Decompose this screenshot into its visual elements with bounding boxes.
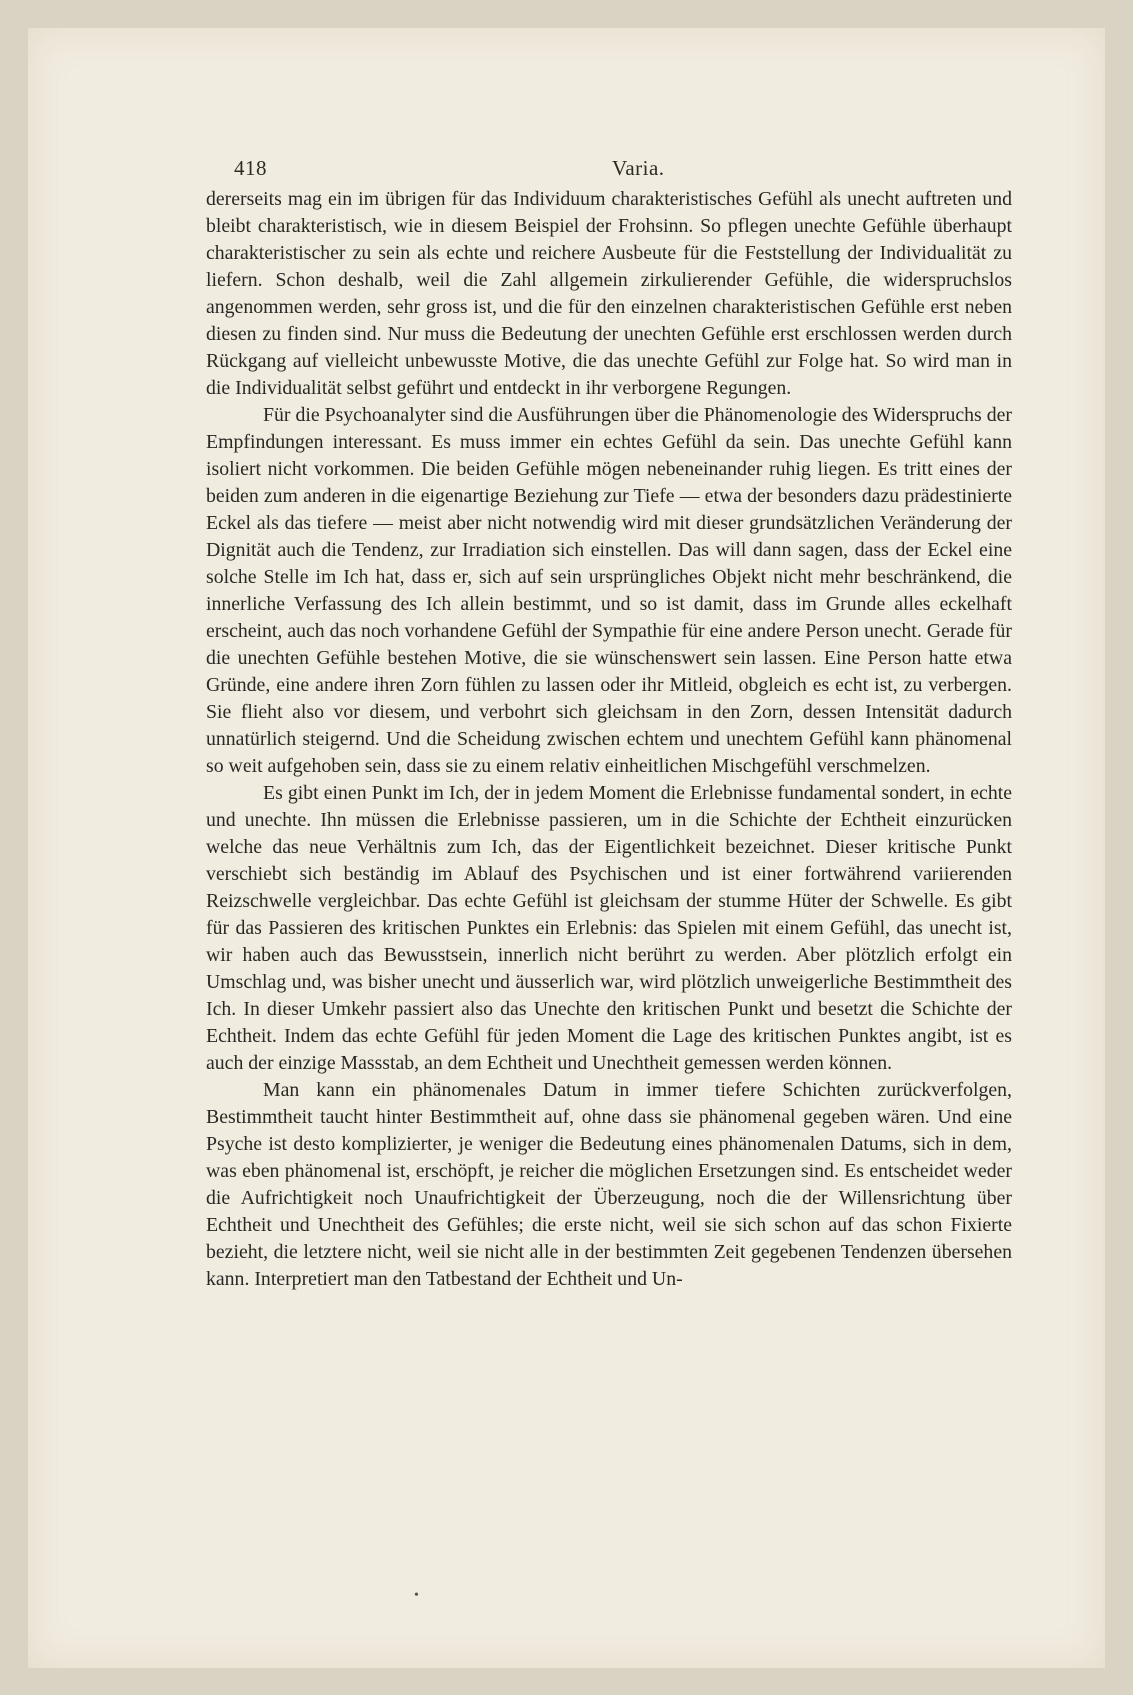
body-text [206,186,1012,1293]
running-title: Varia. [612,156,665,180]
paragraph-4: Man kann ein phänomenales Datum in immer tiefere Schichten zurückverfolgen, Bestimmtheit taucht hinter Bestimmtheit auf, ohne dass sie phänomenal gegeben wären. Und eine Psyche ist desto komplizierter, je weniger die Bedeutung eines phänomenalen Datums, sich in dem, was eben phänomenal ist, erschöpft, je reicher die möglichen Ersetzungen sind. Es entscheidet weder die Aufrichtigkeit noch Unaufrichtigkeit der Überzeugung, noch die der Willensrichtung über Echtheit und Unechtheit des Gefühles; die erste nicht, weil sie sich schon auf das schon Fixierte bezieht, die letztere nicht, weil sie nicht alle in der bestimmten Zeit gegebenen Tendenzen übersehen kann. Interpretiert man den Tatbestand der Echtheit und Un- [206,1079,1012,1290]
page-header [234,156,1040,180]
footer-mark: • [414,1588,419,1603]
paragraph-1: dererseits mag ein im übrigen für das Individuum charakteristisches Gefühl als unecht auftreten und bleibt charakteristisch, wie in diesem Beispiel der Frohsinn. So pflegen unechte Gefühle überhaupt charakteristischer zu sein als echte und reichere Ausbeute für die Feststellung der Individualität zu liefern. Schon deshalb, weil die Zahl allgemein zirkulierender Gefühle, die widerspruchslos angenommen werden, sehr gross ist, und die für den einzelnen charakteristischen Gefühle erst neben diesen zu finden sind. Nur muss die Bedeutung der unechten Gefühle erst erschlossen werden durch Rückgang auf vielleicht unbewusste Motive, die das unechte Gefühl zur Folge hat. So wird man in die Individualität selbst geführt und entdeckt in ihr verborgene Regungen. [206,188,1012,399]
paragraph-3: Es gibt einen Punkt im Ich, der in jedem Moment die Erlebnisse fundamental sondert, in echte und unechte. Ihn müssen die Erlebnisse passieren, um in die Schichte der Echtheit einzurücken welche das neue Verhältnis zum Ich, das der Eigentlichkeit bezeichnet. Dieser kritische Punkt verschiebt sich beständig im Ablauf des Psychischen und ist einer fortwährend variierenden Reizschwelle vergleichbar. Das echte Gefühl ist gleichsam der stumme Hüter der Schwelle. Es gibt für das Passieren des kritischen Punktes ein Erlebnis: das Spielen mit einem Gefühl, das unecht ist, wir haben auch das Bewusstsein, innerlich nicht berührt zu werden. Aber plötzlich erfolgt ein Umschlag und, was bisher unecht und äusserlich war, wird plötzlich unweigerliche Bestimmtheit des Ich. In dieser Umkehr passiert also das Unechte den kritischen Punkt und besetzt die Schichte der Echtheit. Indem das echte Gefühl für jeden Moment die Lage des kritischen Punktes angibt, ist es auch der einzige Massstab, an dem Echtheit und Unechtheit gemessen werden können. [206,782,1012,1074]
page-number: 418 [234,156,267,180]
paragraph-2: Für die Psychoanalyter sind die Ausführungen über die Phänomenologie des Widerspruchs der Empfindungen interessant. Es muss immer ein echtes Gefühl da sein. Das unechte Gefühl kann isoliert nicht vorkommen. Die beiden Gefühle mögen nebeneinander ruhig liegen. Es tritt eines der beiden zum anderen in die eigenartige Beziehung zur Tiefe — etwa der besonders dazu prädestinierte Eckel als das tiefere — meist aber nicht notwendig wird mit dieser grundsätzlichen Veränderung der Dignität auch die Tendenz, zur Irradiation sich einstellen. Das will dann sagen, dass der Eckel eine solche Stelle im Ich hat, dass er, sich auf sein ursprüngliches Objekt nicht mehr beschränkend, die innerliche Verfassung des Ich allein bestimmt, und so ist damit, dass im Grunde alles eckelhaft erscheint, auch das noch vorhandene Gefühl der Sympathie für eine andere Person unecht. Gerade für die unechten Gefühle bestehen Motive, die sie wünschenswert sein lassen. Eine Person hatte etwa Gründe, eine andere ihren Zorn fühlen zu lassen oder ihr Mitleid, obgleich es echt ist, zu verbergen. Sie flieht also vor diesem, und verbohrt sich gleichsam in den Zorn, dessen Intensität dadurch unnatürlich steigernd. Und die Scheidung zwischen echtem und unechtem Gefühl kann phänomenal so weit aufgehoben sein, dass sie zu einem relativ einheitlichen Mischgefühl verschmelzen. [206,404,1012,777]
